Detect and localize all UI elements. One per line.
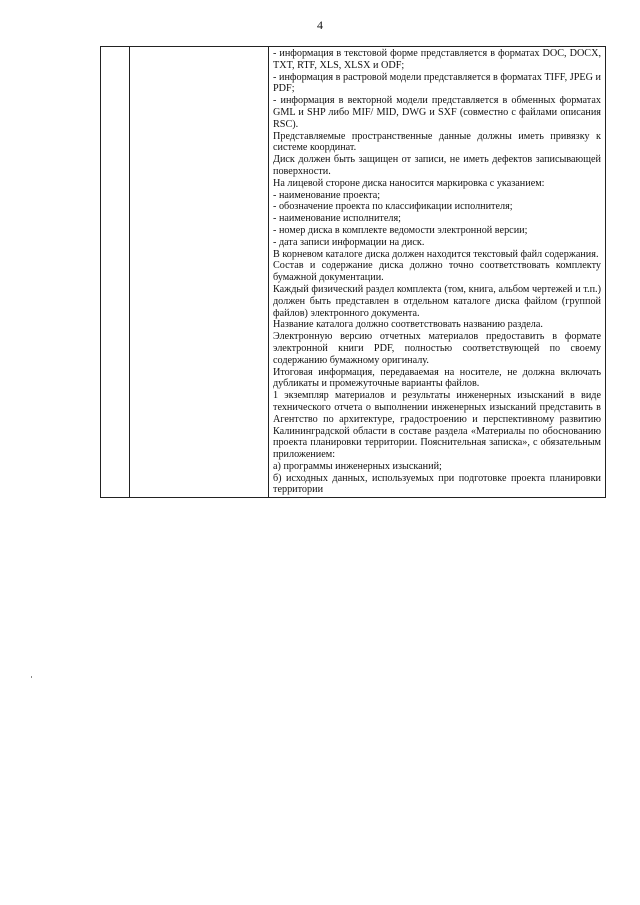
final-info-line: Итоговая информация, передаваемая на носителе, не должна включать дубликаты и промежуточные варианты файлов. [273,366,601,390]
disk-content-line: Состав и содержание диска должно точно соответствовать комплекту бумажной документации. [273,260,601,284]
attachment-item: б) исходных данных, используемых при подготовке проекта планировки территории [273,472,601,496]
requirements-text [269,47,605,497]
disk-protection-line: Диск должен быть защищен от записи, не иметь дефектов записывающей поверхности. [273,154,601,177]
requirements-table [100,46,606,498]
marking-item: - наименование исполнителя; [273,213,401,225]
coordinate-system-line: Представляемые пространственные данные должны иметь привязку к системе координат. [273,130,601,154]
marking-item: - номер диска в комплекте ведомости электронной версии; [273,224,528,236]
marking-item: - дата записи информации на диск. [273,236,425,248]
format-vector-line: - информация в векторной модели представляется в обменных форматах GML и SHP либо MIF/ MID, DWG и SXF (совместно с файлами описания RSC). [273,95,601,130]
electronic-version-line: Электронную версию отчетных материалов предоставить в формате электронной книги PDF, полностью соответствующей по своему содержанию бумажному оригиналу. [273,331,601,366]
catalog-name-line: Название каталога должно соответствовать названию раздела. [273,319,543,331]
row-number-cell [101,47,130,498]
root-catalog-line: В корневом каталоге диска должен находится текстовый файл содержания. [273,248,599,260]
format-raster-line: - информация в растровой модели представляется в форматах TIFF, JPEG и PDF; [273,71,601,95]
section-name-cell [130,47,269,498]
physical-section-line: Каждый физический раздел комплекта (том, книга, альбом чертежей и т.п.) должен быть представлен в отдельном каталоге диска файлом (группой файлов) электронного документа. [273,283,601,319]
submission-line: 1 экземпляр материалов и результаты инженерных изысканий в виде технического отчета о выполнении инженерных изысканий представить в Агентство по архитектуре, градостроению и перспективному развитию Калининградской области в составе раздела «Материалы по обоснованию проекта планировки территории. Пояснительная записка», с обязательным приложением: [273,390,601,461]
scan-artifact [31,676,32,678]
table-row [101,47,606,498]
marking-item: - наименование проекта; [273,189,381,201]
format-text-line: - информация в текстовой форме представляется в форматах DOC, DOCX, TXT, RTF, XLS, XLSX и ODF; [273,48,601,71]
disk-marking-intro: На лицевой стороне диска наносится маркировка с указанием: [273,177,545,189]
attachment-item: а) программы инженерных изысканий; [273,460,442,472]
marking-item: - обозначение проекта по классификации исполнителя; [273,201,513,213]
page-number: 4 [317,18,323,32]
requirements-cell [269,47,606,498]
